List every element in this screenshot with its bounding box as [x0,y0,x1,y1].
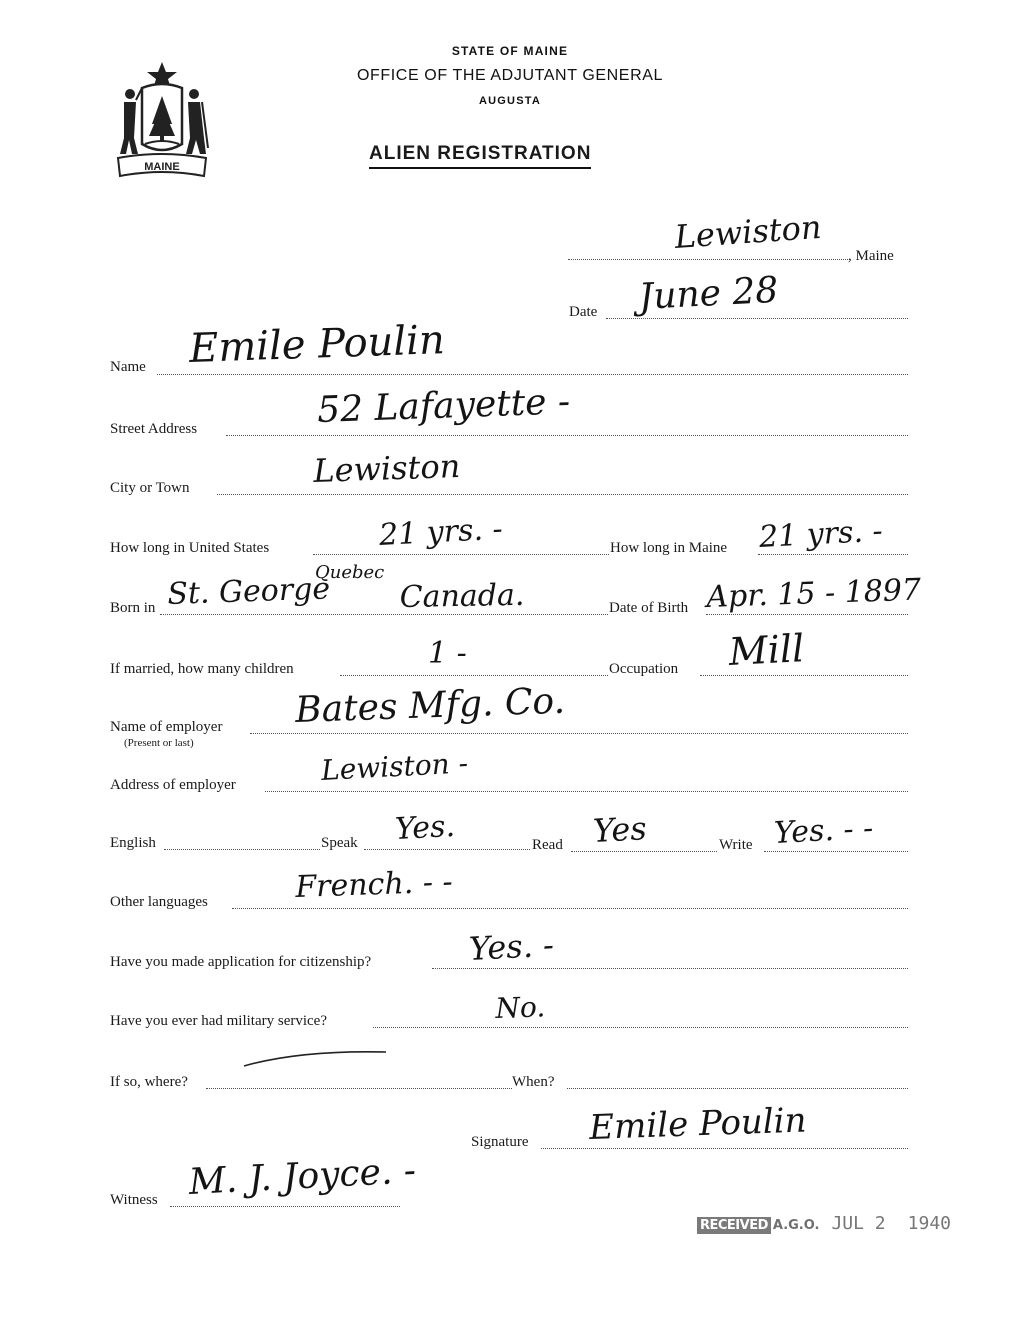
city-or-town-line [217,494,908,495]
seal-text: MAINE [144,161,180,173]
when-line [567,1088,908,1089]
how-long-maine-line [758,554,908,555]
write-line [764,851,908,852]
street-address-line [226,435,908,436]
witness-line [170,1206,400,1207]
how-long-maine-entry: 21 yrs. - [758,513,884,555]
signature-label: Signature [471,1134,529,1150]
citizenship-entry: Yes. - [468,925,555,968]
employer-name-label: Name of employer [110,719,223,735]
english-label: English [110,835,156,851]
date-label: Date [569,304,598,320]
name-label: Name [110,359,146,375]
how-long-maine-label: How long in Maine [610,540,728,556]
header-state: STATE OF MAINE [451,44,569,58]
write-entry: Yes. - - [773,810,875,851]
street-address-label: Street Address [110,421,198,437]
maine-state-seal-icon [112,58,212,184]
date-of-birth-entry: Apr. 15 - 1897 [705,572,922,615]
born-in-town-entry: St. George [166,571,331,612]
witness-label: Witness [110,1192,158,1208]
date-of-birth-line [706,614,908,615]
other-languages-label: Other languages [110,894,208,910]
witness-entry: M. J. Joyce. - [187,1150,417,1203]
stamp-date: JUL 2 [831,1213,886,1234]
military-label: Have you ever had military service? [110,1013,327,1029]
occupation-entry: Mill [727,626,806,674]
stamp-office: A.G.O. [772,1218,820,1233]
military-entry: No. [494,990,546,1025]
employer-name-entry: Bates Mfg. Co. [294,680,566,731]
stamp-received: RECEIVED [697,1217,771,1234]
children-label: If married, how many children [110,661,294,677]
date-entry: June 28 [637,269,780,318]
other-languages-entry: French. - - [294,864,454,905]
occupation-line [700,675,908,676]
date-line [606,318,908,319]
born-in-province-entry: Quebec [315,562,385,583]
name-entry: Emile Poulin [188,317,446,372]
citizenship-line [432,968,908,969]
header-city: AUGUSTA [479,95,541,107]
employer-address-entry: Lewiston - [320,746,469,787]
military-line [373,1027,908,1028]
employer-address-label: Address of employer [110,777,236,793]
street-address-entry: 52 Lafayette - [316,381,571,431]
town-entry: Lewiston [673,207,823,256]
children-line [340,675,608,676]
maine-label: , Maine [848,248,894,264]
if-so-where-line [206,1088,512,1089]
name-line [157,374,908,375]
write-label: Write [719,837,753,853]
header-office: OFFICE OF THE ADJUTANT GENERAL [356,67,664,84]
town-line [568,259,848,260]
born-in-line [160,614,608,615]
received-stamp [697,1213,951,1234]
date-of-birth-label: Date of Birth [609,600,689,616]
children-entry: 1 - [428,636,467,671]
citizenship-label: Have you made application for citizenship? [110,954,372,970]
how-long-us-line [313,554,609,555]
signature-entry: Emile Poulin [588,1100,808,1148]
read-entry: Yes [592,809,648,850]
employer-name-line [250,733,908,734]
born-in-label: Born in [110,600,156,616]
when-label: When? [512,1074,555,1090]
form-title: ALIEN REGISTRATION [369,143,591,169]
employer-note-label: (Present or last) [124,737,194,749]
born-in-country-entry: Canada. [399,577,525,615]
pen-stroke-mark [240,1044,390,1074]
how-long-us-entry: 21 yrs. - [378,511,504,553]
read-line [571,851,717,852]
if-so-where-label: If so, where? [110,1074,188,1090]
read-label: Read [532,837,563,853]
english-line [164,849,320,850]
speak-entry: Yes. [394,808,456,847]
employer-address-line [265,791,908,792]
stamp-year: 1940 [907,1213,951,1234]
speak-line [364,849,530,850]
city-or-town-label: City or Town [110,480,190,496]
how-long-us-label: How long in United States [110,540,270,556]
other-languages-line [232,908,908,909]
occupation-label: Occupation [609,661,679,677]
speak-label: Speak [321,835,358,851]
city-or-town-entry: Lewiston [312,446,461,490]
signature-line [541,1148,908,1149]
